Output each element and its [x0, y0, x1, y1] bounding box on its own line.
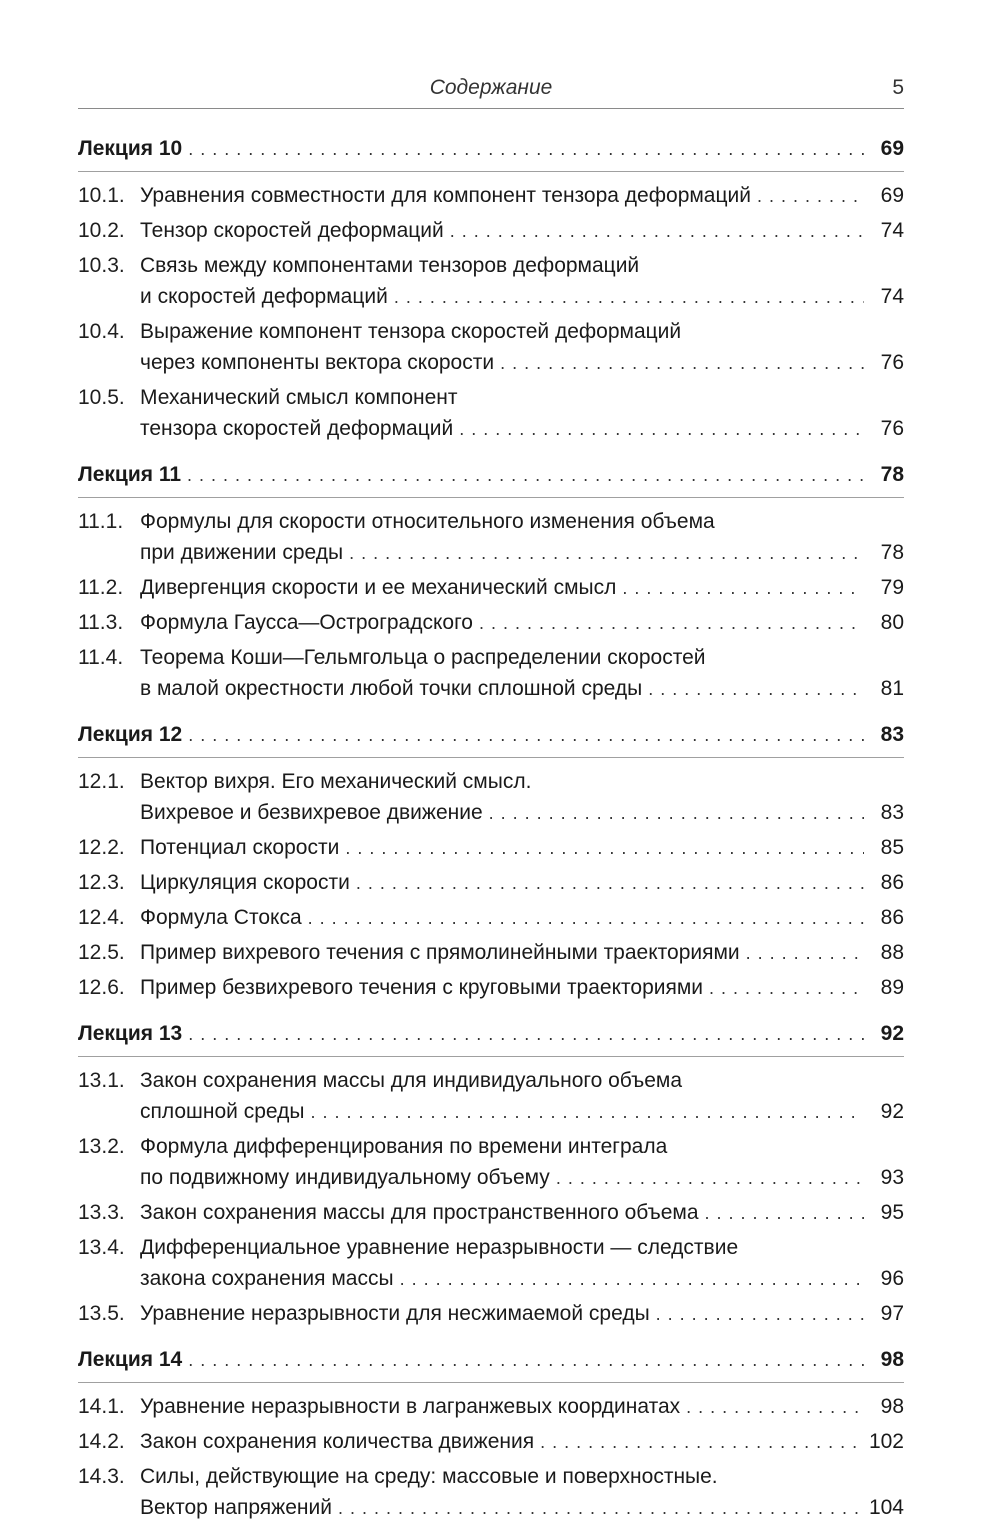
section-page-number: 76 — [880, 351, 904, 374]
section-title-line: через компоненты вектора скорости — [140, 351, 495, 374]
section-page-number: 74 — [880, 219, 904, 242]
dot-leader — [648, 674, 864, 705]
toc-entry[interactable] — [78, 1298, 904, 1330]
section-title-line: Формула Гаусса—Остроградского — [140, 611, 473, 634]
toc-page — [78, 0, 904, 1527]
toc-entry[interactable] — [78, 506, 904, 569]
dot-leader — [394, 282, 864, 313]
section-page-number: 88 — [880, 941, 904, 964]
toc-entry[interactable] — [78, 972, 904, 1004]
section-title-line: закона сохранения массы — [140, 1267, 394, 1290]
entry-body — [140, 572, 904, 604]
entry-body — [140, 250, 904, 313]
section-number: 14.3. — [78, 1465, 125, 1488]
section-title-line: Пример вихревого течения с прямолинейными траекториями — [140, 941, 740, 964]
lecture-block — [78, 461, 904, 721]
dot-leader — [188, 1346, 864, 1374]
toc-entry[interactable] — [78, 766, 904, 829]
entry-body — [140, 1391, 904, 1423]
lecture-page-number: 92 — [880, 1022, 904, 1045]
toc-entry[interactable] — [78, 316, 904, 379]
dot-leader — [187, 461, 864, 489]
toc-entry[interactable] — [78, 1232, 904, 1295]
dot-leader — [709, 973, 864, 1004]
lecture-divider — [78, 757, 904, 758]
toc-entry[interactable] — [78, 572, 904, 604]
toc-entry[interactable] — [78, 607, 904, 639]
toc-entry[interactable] — [78, 937, 904, 969]
section-title-line: сплошной среды — [140, 1100, 305, 1123]
dot-leader — [459, 414, 864, 445]
section-number: 10.2. — [78, 219, 125, 242]
toc-entry[interactable] — [78, 180, 904, 212]
section-number: 11.1. — [78, 510, 124, 533]
lecture-divider — [78, 171, 904, 172]
toc-entry[interactable] — [78, 867, 904, 899]
section-number: 13.1. — [78, 1069, 125, 1092]
lecture-page-number: 69 — [880, 137, 904, 160]
lecture-page-number: 83 — [880, 723, 904, 746]
section-page-number: 83 — [880, 801, 904, 824]
lecture-block — [78, 1346, 904, 1527]
dot-leader — [556, 1163, 864, 1194]
dot-leader — [746, 938, 864, 969]
lecture-page-number: 78 — [880, 463, 904, 486]
section-page-number: 93 — [880, 1166, 904, 1189]
section-page-number: 86 — [880, 906, 904, 929]
dot-leader — [622, 573, 864, 604]
dot-leader — [489, 798, 864, 829]
section-title-line: Механический смысл компонент — [140, 386, 458, 409]
section-page-number: 76 — [880, 417, 904, 440]
lecture-heading[interactable] — [78, 135, 904, 163]
toc-entry[interactable] — [78, 1131, 904, 1194]
dot-leader — [656, 1299, 864, 1330]
section-title-line: Вектор вихря. Его механический смысл. — [140, 770, 532, 793]
section-number: 13.3. — [78, 1201, 125, 1224]
section-title-line: Циркуляция скорости — [140, 871, 350, 894]
lecture-title: Лекция 14 — [78, 1348, 183, 1371]
entry-body — [140, 1232, 904, 1295]
section-title-line: Уравнения совместности для компонент тензора деформаций — [140, 184, 751, 207]
section-title-line: Выражение компонент тензора скоростей деформаций — [140, 320, 682, 343]
entry-body — [140, 1065, 904, 1128]
header-page-number: 5 — [892, 76, 904, 99]
section-number: 13.4. — [78, 1236, 125, 1259]
lecture-heading[interactable] — [78, 1020, 904, 1048]
section-title-line: при движении среды — [140, 541, 344, 564]
entry-body — [140, 382, 904, 445]
toc-entry[interactable] — [78, 1426, 904, 1458]
section-title-line: тензора скоростей деформаций — [140, 417, 454, 440]
section-page-number: 96 — [880, 1267, 904, 1290]
section-title-line: Закон сохранения массы для индивидуального объема — [140, 1069, 683, 1092]
section-number: 12.3. — [78, 871, 125, 894]
entry-body — [140, 180, 904, 212]
section-page-number: 69 — [880, 184, 904, 207]
dot-leader — [540, 1427, 863, 1458]
section-number: 14.1. — [78, 1395, 125, 1418]
entry-body — [140, 902, 904, 934]
entry-body — [140, 867, 904, 899]
section-title-line: Тензор скоростей деформаций — [140, 219, 444, 242]
section-title-line: и скоростей деформаций — [140, 285, 388, 308]
entry-body — [140, 832, 904, 864]
section-number: 13.2. — [78, 1135, 125, 1158]
lecture-title: Лекция 13 — [78, 1022, 183, 1045]
toc-entry[interactable] — [78, 382, 904, 445]
entry-body — [140, 937, 904, 969]
dot-leader — [686, 1392, 864, 1423]
section-page-number: 92 — [880, 1100, 904, 1123]
section-number: 10.5. — [78, 386, 125, 409]
entry-body — [140, 1426, 904, 1458]
running-header — [78, 0, 904, 109]
section-number: 12.2. — [78, 836, 125, 859]
entry-body — [140, 1461, 904, 1524]
section-page-number: 86 — [880, 871, 904, 894]
section-title-line: Формулы для скорости относительного изменения объема — [140, 510, 715, 533]
toc-entry[interactable] — [78, 215, 904, 247]
dot-leader — [188, 721, 864, 749]
toc-entry[interactable] — [78, 1391, 904, 1423]
entry-body — [140, 1298, 904, 1330]
section-number: 14.2. — [78, 1430, 125, 1453]
section-title-line: Уравнение неразрывности в лагранжевых координатах — [140, 1395, 681, 1418]
entry-body — [140, 642, 904, 705]
section-title-line: Уравнение неразрывности для несжимаемой среды — [140, 1302, 650, 1325]
section-page-number: 80 — [880, 611, 904, 634]
entry-body — [140, 506, 904, 569]
lecture-block — [78, 1020, 904, 1346]
dot-leader — [188, 135, 864, 163]
toc-entry[interactable] — [78, 1065, 904, 1128]
toc-entry[interactable] — [78, 642, 904, 705]
lecture-heading[interactable] — [78, 721, 904, 749]
section-page-number: 74 — [880, 285, 904, 308]
section-title-line: в малой окрестности любой точки сплошной среды — [140, 677, 643, 700]
section-number: 12.6. — [78, 976, 125, 999]
section-number: 11.2. — [78, 576, 124, 599]
section-page-number: 85 — [880, 836, 904, 859]
section-title-line: Пример безвихревого течения с круговыми траекториями — [140, 976, 704, 999]
section-number: 11.4. — [78, 646, 124, 669]
section-page-number: 81 — [880, 677, 904, 700]
section-title-line: Потенциал скорости — [140, 836, 340, 859]
entry-body — [140, 1131, 904, 1194]
section-page-number: 97 — [880, 1302, 904, 1325]
section-title-line: Дифференциальное уравнение неразрывности — следствие — [140, 1236, 739, 1259]
dot-leader — [705, 1198, 864, 1229]
entry-body — [140, 1197, 904, 1229]
lecture-divider — [78, 1056, 904, 1057]
section-title-line: Вектор напряжений — [140, 1496, 332, 1519]
section-number: 10.1. — [78, 184, 125, 207]
dot-leader — [500, 348, 864, 379]
section-title-line: Формула дифференцирования по времени интеграла — [140, 1135, 668, 1158]
dot-leader — [338, 1493, 863, 1524]
dot-leader — [310, 1097, 864, 1128]
lecture-title: Лекция 11 — [78, 463, 182, 486]
toc-entry[interactable] — [78, 832, 904, 864]
toc-entry[interactable] — [78, 1461, 904, 1524]
section-title-line: Закон сохранения количества движения — [140, 1430, 535, 1453]
dot-leader — [308, 903, 864, 934]
dot-leader — [188, 1020, 864, 1048]
dot-leader — [400, 1264, 864, 1295]
section-page-number: 78 — [880, 541, 904, 564]
entry-body — [140, 215, 904, 247]
lecture-heading[interactable] — [78, 1346, 904, 1374]
lecture-heading[interactable] — [78, 461, 904, 489]
section-title-line: Теорема Коши—Гельмгольца о распределении скоростей — [140, 646, 706, 669]
section-title-line: Дивергенция скорости и ее механический смысл — [140, 576, 617, 599]
section-page-number: 95 — [880, 1201, 904, 1224]
section-number: 10.3. — [78, 254, 125, 277]
lecture-block — [78, 721, 904, 1020]
section-number: 10.4. — [78, 320, 125, 343]
lecture-title: Лекция 10 — [78, 137, 183, 160]
toc-entry[interactable] — [78, 902, 904, 934]
header-title: Содержание — [429, 76, 553, 99]
dot-leader — [757, 181, 864, 212]
entry-body — [140, 607, 904, 639]
section-page-number: 104 — [868, 1496, 904, 1519]
dot-leader — [450, 216, 864, 247]
entry-body — [140, 316, 904, 379]
section-page-number: 89 — [880, 976, 904, 999]
dot-leader — [349, 538, 864, 569]
section-title-line: Вихревое и безвихревое движение — [140, 801, 483, 824]
dot-leader — [356, 868, 864, 899]
section-title-line: по подвижному индивидуальному объему — [140, 1166, 550, 1189]
lecture-page-number: 98 — [880, 1348, 904, 1371]
section-number: 13.5. — [78, 1302, 125, 1325]
toc-entry[interactable] — [78, 250, 904, 313]
section-title-line: Силы, действующие на среду: массовые и поверхностные. — [140, 1465, 718, 1488]
section-title-line: Связь между компонентами тензоров деформаций — [140, 254, 640, 277]
section-title-line: Закон сохранения массы для пространственного объема — [140, 1201, 699, 1224]
lecture-divider — [78, 1382, 904, 1383]
entry-body — [140, 766, 904, 829]
section-title-line: Формула Стокса — [140, 906, 302, 929]
lecture-divider — [78, 497, 904, 498]
section-number: 12.5. — [78, 941, 125, 964]
dot-leader — [345, 833, 864, 864]
entry-body — [140, 972, 904, 1004]
lecture-block — [78, 135, 904, 461]
lecture-title: Лекция 12 — [78, 723, 183, 746]
section-number: 12.1. — [78, 770, 125, 793]
section-page-number: 79 — [880, 576, 904, 599]
section-page-number: 98 — [880, 1395, 904, 1418]
toc-entry[interactable] — [78, 1197, 904, 1229]
section-page-number: 102 — [868, 1430, 904, 1453]
section-number: 12.4. — [78, 906, 125, 929]
table-of-contents — [78, 135, 904, 1527]
section-number: 11.3. — [78, 611, 124, 634]
dot-leader — [479, 608, 864, 639]
